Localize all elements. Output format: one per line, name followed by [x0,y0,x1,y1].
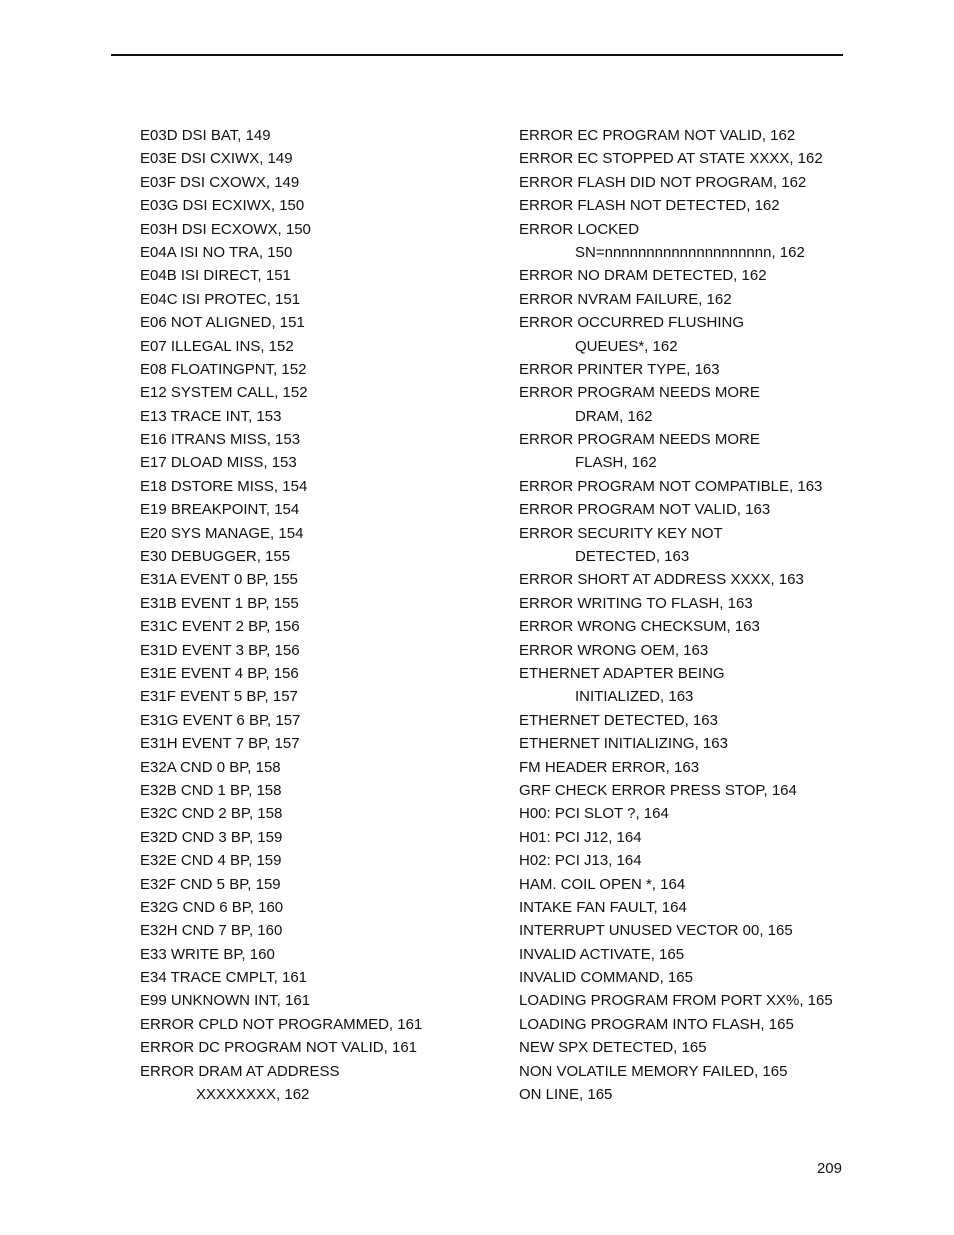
index-entry: ERROR NVRAM FAILURE, 162 [519,290,732,308]
index-entry: E16 ITRANS MISS, 153 [140,431,301,449]
index-entry: ERROR PROGRAM NOT COMPATIBLE, 163 [519,477,823,495]
index-entry: E34 TRACE CMPLT, 161 [140,969,308,987]
index-entry: E31D EVENT 3 BP, 156 [140,641,300,659]
index-entry: ERROR PROGRAM NEEDS MORE [519,384,760,402]
header-rule [111,54,843,56]
index-entry: E08 FLOATINGPNT, 152 [140,360,307,378]
index-entry-continuation: QUEUES*, 162 [575,337,678,355]
index-entry: ERROR PROGRAM NEEDS MORE [519,431,760,449]
index-entry: ERROR WRONG CHECKSUM, 163 [519,618,760,636]
index-entry: ERROR PRINTER TYPE, 163 [519,360,720,378]
index-entry: E32F CND 5 BP, 159 [140,875,281,893]
index-entry: H00: PCI SLOT ?, 164 [519,805,669,823]
index-entry: E99 UNKNOWN INT, 161 [140,992,311,1010]
index-entry: LOADING PROGRAM INTO FLASH, 165 [519,1015,794,1033]
index-entry: ERROR WRITING TO FLASH, 163 [519,594,753,612]
index-entry: E31A EVENT 0 BP, 155 [140,571,298,589]
index-entry: GRF CHECK ERROR PRESS STOP, 164 [519,781,797,799]
index-entry: ERROR FLASH DID NOT PROGRAM, 162 [519,173,807,191]
index-entry: E04C ISI PROTEC, 151 [140,290,301,308]
index-entry-continuation: XXXXXXXX, 162 [196,1086,310,1104]
index-entry: E20 SYS MANAGE, 154 [140,524,304,542]
index-entry: E07 ILLEGAL INS, 152 [140,337,294,355]
index-entry: INTERRUPT UNUSED VECTOR 00, 165 [519,922,793,940]
index-entry: ERROR SECURITY KEY NOT [519,524,723,542]
index-entry: E19 BREAKPOINT, 154 [140,501,300,519]
index-entry: E32H CND 7 BP, 160 [140,922,283,940]
index-entry: ERROR EC PROGRAM NOT VALID, 162 [519,127,796,144]
index-entry: E03D DSI BAT, 149 [140,127,271,144]
index-entry: NEW SPX DETECTED, 165 [519,1039,707,1057]
index-entry: E13 TRACE INT, 153 [140,407,282,425]
index-entry: E03G DSI ECXIWX, 150 [140,197,305,215]
index-entry: E32D CND 3 BP, 159 [140,828,283,846]
index-entry: ON LINE, 165 [519,1086,613,1104]
index-column-left [140,124,490,1106]
index-entry: ERROR DRAM AT ADDRESS [140,1062,340,1080]
index-entry-continuation: INITIALIZED, 163 [575,688,694,706]
page-number: 209 [816,1160,842,1177]
index-entry: INVALID COMMAND, 165 [519,969,693,987]
index-entry-continuation: FLASH, 162 [575,454,657,472]
index-entry: INVALID ACTIVATE, 165 [519,945,685,963]
index-entry: INTAKE FAN FAULT, 164 [519,898,687,916]
index-entry: E31C EVENT 2 BP, 156 [140,618,300,636]
index-entry: E06 NOT ALIGNED, 151 [140,314,305,332]
index-entry: E31G EVENT 6 BP, 157 [140,711,301,729]
index-entry: H02: PCI J13, 164 [519,852,642,870]
index-entry: E04B ISI DIRECT, 151 [140,267,291,285]
index-entry: E33 WRITE BP, 160 [140,945,275,963]
index-entry: E31E EVENT 4 BP, 156 [140,664,299,682]
index-entry: E31B EVENT 1 BP, 155 [140,594,299,612]
index-entry: ERROR CPLD NOT PROGRAMMED, 161 [140,1015,423,1033]
index-entry: ERROR PROGRAM NOT VALID, 163 [519,501,771,519]
index-entry: FM HEADER ERROR, 163 [519,758,700,776]
index-entry: H01: PCI J12, 164 [519,828,642,846]
index-entry: E03F DSI CXOWX, 149 [140,173,300,191]
index-entry: E17 DLOAD MISS, 153 [140,454,297,472]
index-entry: ERROR LOCKED [519,220,640,238]
index-entry: ERROR EC STOPPED AT STATE XXXX, 162 [519,150,823,168]
index-entry-continuation: DRAM, 162 [575,407,653,425]
index-entry: E04A ISI NO TRA, 150 [140,243,293,261]
index-entry: E12 SYSTEM CALL, 152 [140,384,308,402]
index-entry: E03E DSI CXIWX, 149 [140,150,293,168]
index-entry: ERROR NO DRAM DETECTED, 162 [519,267,767,285]
index-entry: LOADING PROGRAM FROM PORT XX%, 165 [519,992,833,1010]
index-column-right [519,124,849,1106]
index-entry: E03H DSI ECXOWX, 150 [140,220,311,238]
index-entry: E32C CND 2 BP, 158 [140,805,283,823]
index-entry: E32E CND 4 BP, 159 [140,852,282,870]
index-entry: NON VOLATILE MEMORY FAILED, 165 [519,1062,788,1080]
index-entry: E32G CND 6 BP, 160 [140,898,284,916]
index-entry: E30 DEBUGGER, 155 [140,548,291,566]
index-entry: ERROR SHORT AT ADDRESS XXXX, 163 [519,571,804,589]
index-entry: ETHERNET DETECTED, 163 [519,711,718,729]
index-entry: ERROR DC PROGRAM NOT VALID, 161 [140,1039,418,1057]
index-entry: ETHERNET INITIALIZING, 163 [519,735,728,753]
index-entry: E32A CND 0 BP, 158 [140,758,281,776]
index-entry: E31H EVENT 7 BP, 157 [140,735,300,753]
index-entry: E32B CND 1 BP, 158 [140,781,282,799]
index-entry: HAM. COIL OPEN *, 164 [519,875,686,893]
index-entry: E18 DSTORE MISS, 154 [140,477,308,495]
index-entry: ERROR FLASH NOT DETECTED, 162 [519,197,780,215]
index-entry: E31F EVENT 5 BP, 157 [140,688,298,706]
index-entry: ERROR OCCURRED FLUSHING [519,314,745,332]
index-entry: ERROR WRONG OEM, 163 [519,641,709,659]
index-entry: ETHERNET ADAPTER BEING [519,664,725,682]
index-entry-continuation: DETECTED, 163 [575,548,690,566]
index-entry-continuation: SN=nnnnnnnnnnnnnnnnnnnn, 162 [575,243,805,261]
